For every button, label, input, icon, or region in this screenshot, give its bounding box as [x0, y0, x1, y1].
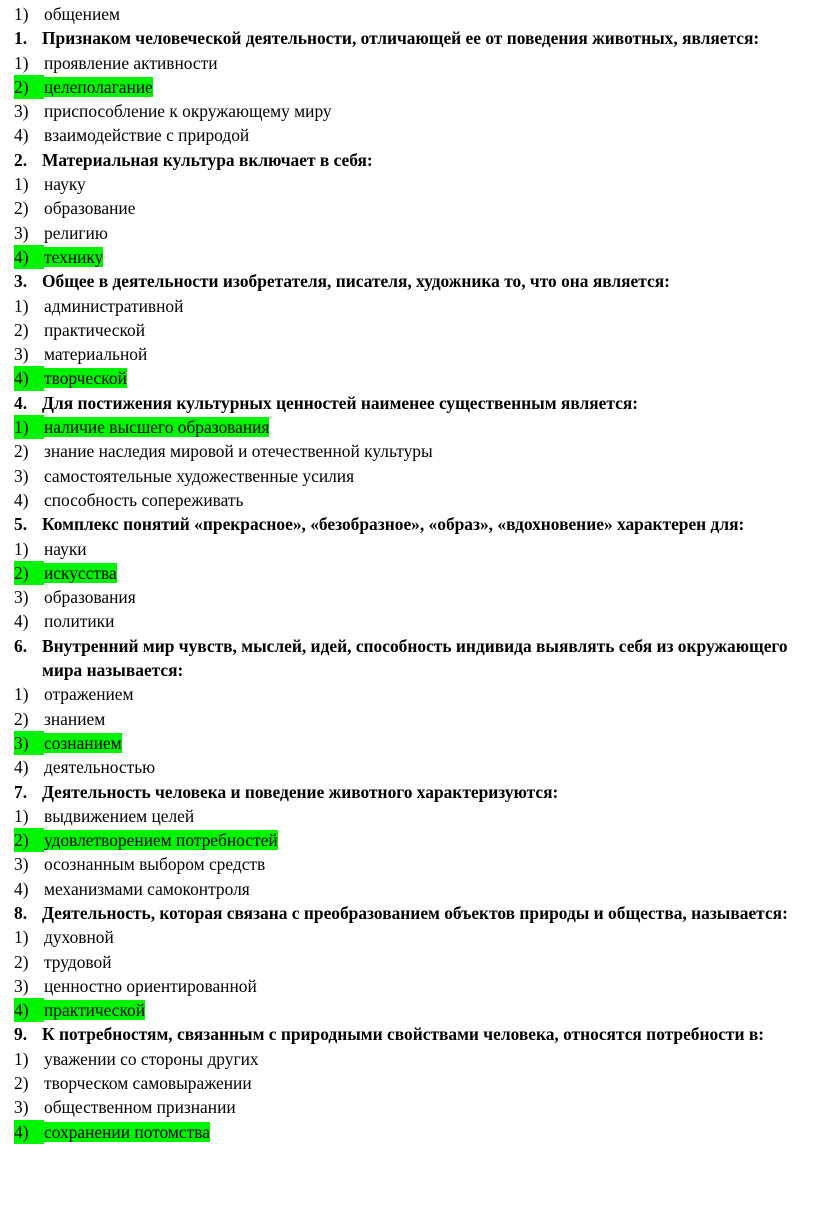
- option-number: 4): [14, 611, 29, 632]
- option-text: общественном признании: [44, 1097, 236, 1118]
- question-line: [14, 148, 802, 172]
- answer-option: [14, 877, 802, 901]
- answer-option: [14, 51, 802, 75]
- highlight-mark: целеполагание: [44, 76, 153, 97]
- answer-option: [14, 828, 802, 852]
- option-number: 4): [14, 998, 44, 1022]
- question-line: [14, 26, 802, 50]
- option-number: 3): [14, 222, 29, 243]
- question-line: [14, 512, 802, 536]
- option-number: 1): [14, 4, 29, 24]
- option-number: 3): [14, 587, 29, 608]
- answer-option: [14, 123, 802, 147]
- highlight-mark: сознанием: [44, 732, 122, 753]
- answer-option: [14, 585, 802, 609]
- option-text: образования: [44, 587, 136, 608]
- question-line: [14, 634, 802, 683]
- answer-option: [14, 366, 802, 390]
- answer-option: [14, 682, 802, 706]
- answer-option: [14, 998, 802, 1022]
- question-line: [14, 1022, 802, 1046]
- option-text: самостоятельные художественные усилия: [44, 465, 355, 486]
- option-text: [44, 1120, 802, 1144]
- option-number: 1): [14, 1048, 29, 1069]
- option-text: способность сопереживать: [44, 489, 244, 510]
- option-number: 2): [14, 951, 29, 972]
- option-text: выдвижением целей: [44, 805, 195, 826]
- option-number: 1): [14, 52, 29, 73]
- answer-option: [14, 342, 802, 366]
- option-number: 2): [14, 319, 29, 340]
- option-number: 4): [14, 245, 44, 269]
- answer-option: [14, 1095, 802, 1119]
- question-number: 6.: [14, 635, 28, 656]
- answer-option: [14, 537, 802, 561]
- option-number: 3): [14, 101, 29, 122]
- option-number: 3): [14, 854, 29, 875]
- answer-option: [14, 1120, 802, 1144]
- option-text: осознанным выбором средств: [44, 854, 266, 875]
- highlight-mark: наличие высшего образования: [44, 417, 270, 438]
- option-number: 1): [14, 684, 29, 705]
- answer-option: [14, 974, 802, 998]
- option-text: ценностно ориентированной: [44, 975, 257, 996]
- option-number: 2): [14, 708, 29, 729]
- answer-option: [14, 221, 802, 245]
- option-text: взаимодействие с природой: [44, 125, 250, 146]
- answer-option: [14, 488, 802, 512]
- option-text: административной: [44, 295, 184, 316]
- answer-option: [14, 561, 802, 585]
- highlight-mark: искусства: [44, 562, 117, 583]
- question-text: Признаком человеческой деятельности, отличающей ее от поведения животных, является:: [42, 28, 760, 49]
- answer-option: [14, 318, 802, 342]
- option-text: приспособление к окружающему миру: [44, 101, 332, 122]
- option-number: 3): [14, 344, 29, 365]
- option-number: 3): [14, 731, 44, 755]
- option-text: механизмами самоконтроля: [44, 878, 250, 899]
- option-number: 4): [14, 878, 29, 899]
- question-line: [14, 901, 802, 925]
- question-number: 1.: [14, 28, 28, 49]
- question-number: 9.: [14, 1024, 28, 1045]
- option-number: 2): [14, 75, 44, 99]
- question-text: Деятельность, которая связана с преобразованием объектов природы и общества, называется:: [42, 902, 788, 923]
- option-number: 1): [14, 415, 44, 439]
- answer-option: [14, 415, 802, 439]
- option-number: 1): [14, 295, 29, 316]
- question-number: 3.: [14, 271, 28, 292]
- answer-option: [14, 75, 802, 99]
- option-text: знанием: [44, 708, 106, 729]
- option-text: трудовой: [44, 951, 112, 972]
- answer-option: [14, 172, 802, 196]
- question-text: Деятельность человека и поведение животного характеризуются:: [42, 781, 559, 802]
- option-text: [44, 415, 802, 439]
- option-text: науки: [44, 538, 87, 559]
- option-number: 3): [14, 1097, 29, 1118]
- option-text: [44, 245, 802, 269]
- option-text: [44, 998, 802, 1022]
- option-text: отражением: [44, 684, 134, 705]
- option-number: 1): [14, 927, 29, 948]
- option-text: [44, 828, 802, 852]
- option-number: 2): [14, 561, 44, 585]
- option-text: материальной: [44, 344, 148, 365]
- question-number: 7.: [14, 781, 28, 802]
- question-line: [14, 391, 802, 415]
- option-text: образование: [44, 198, 136, 219]
- answer-option: [14, 1071, 802, 1095]
- highlight-mark: удовлетворением потребностей: [44, 830, 278, 851]
- highlight-mark: практической: [44, 1000, 146, 1021]
- option-text: политики: [44, 611, 115, 632]
- option-text: науку: [44, 174, 86, 195]
- option-text: творческом самовыражении: [44, 1073, 252, 1094]
- answer-option: [14, 852, 802, 876]
- question-line: [14, 780, 802, 804]
- option-number: 1): [14, 805, 29, 826]
- option-text: [44, 731, 802, 755]
- option-text: проявление активности: [44, 52, 218, 73]
- answer-option: [14, 294, 802, 318]
- option-text: знание наследия мировой и отечественной культуры: [44, 441, 433, 462]
- question-text: Комплекс понятий «прекрасное», «безобразное», «образ», «вдохновение» характерен для:: [42, 514, 745, 535]
- question-number: 5.: [14, 514, 28, 535]
- option-number: 2): [14, 441, 29, 462]
- option-text: практической: [44, 319, 146, 340]
- option-text: религию: [44, 222, 108, 243]
- answer-option: [14, 464, 802, 488]
- answer-option: [14, 609, 802, 633]
- option-text: [44, 366, 802, 390]
- highlight-mark: сохранении потомства: [44, 1121, 210, 1142]
- question-text: К потребностям, связанным с природными свойствами человека, относятся потребности в:: [42, 1024, 765, 1045]
- question-list: [14, 2, 802, 1144]
- option-number: 4): [14, 125, 29, 146]
- option-number: 1): [14, 538, 29, 559]
- answer-option: [14, 804, 802, 828]
- answer-option: [14, 755, 802, 779]
- option-number: 2): [14, 828, 44, 852]
- highlight-mark: технику: [44, 246, 104, 267]
- answer-option: [14, 245, 802, 269]
- question-number: 8.: [14, 902, 28, 923]
- option-number: 4): [14, 366, 44, 390]
- option-number: 2): [14, 1073, 29, 1094]
- highlight-mark: творческой: [44, 368, 127, 389]
- answer-option: [14, 196, 802, 220]
- option-text: [44, 561, 802, 585]
- option-number: 4): [14, 757, 29, 778]
- question-number: 4.: [14, 392, 28, 413]
- option-text: уважении со стороны других: [44, 1048, 259, 1069]
- option-number: 1): [14, 174, 29, 195]
- answer-option: [14, 925, 802, 949]
- option-number: 4): [14, 1120, 44, 1144]
- option-text: духовной: [44, 927, 114, 948]
- question-text: Материальная культура включает в себя:: [42, 149, 373, 170]
- question-line: [14, 269, 802, 293]
- option-number: 2): [14, 198, 29, 219]
- option-number: 4): [14, 489, 29, 510]
- option-number: 3): [14, 975, 29, 996]
- answer-option: [14, 99, 802, 123]
- option-text: [44, 75, 802, 99]
- answer-option: [14, 950, 802, 974]
- option-text: деятельностью: [44, 757, 156, 778]
- option-number: 3): [14, 465, 29, 486]
- question-text: Для постижения культурных ценностей наименее существенным является:: [42, 392, 639, 413]
- answer-option: [14, 2, 802, 26]
- answer-option: [14, 439, 802, 463]
- question-text: Общее в деятельности изобретателя, писателя, художника то, что она является:: [42, 271, 670, 292]
- option-text: общением: [44, 4, 120, 24]
- question-text: Внутренний мир чувств, мыслей, идей, способность индивида выявлять себя из окружающего мира называется:: [42, 635, 792, 681]
- question-number: 2.: [14, 149, 28, 170]
- answer-option: [14, 1047, 802, 1071]
- answer-option: [14, 731, 802, 755]
- answer-option: [14, 707, 802, 731]
